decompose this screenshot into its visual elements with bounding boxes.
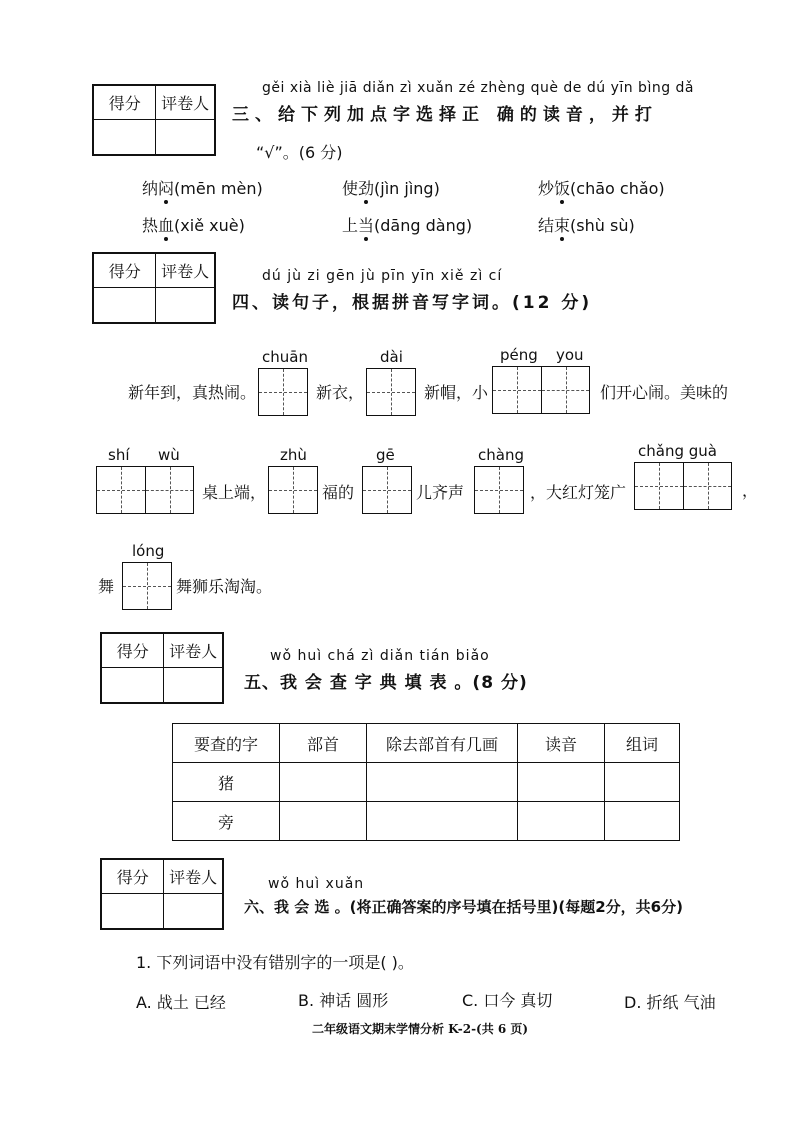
q6-option-c[interactable]: C. 口今 真切 — [462, 991, 553, 1010]
score-label: 得分 — [94, 254, 156, 288]
q4-pinyin-word: shí — [108, 446, 130, 464]
q4-pinyin: dú jù zi gēn jù pīn yīn xiě zì cí — [262, 268, 503, 284]
table-header: 要查的字 — [173, 724, 280, 763]
table-header: 部首 — [280, 724, 367, 763]
grader-cell[interactable] — [156, 288, 214, 322]
q4-pinyin-word: chàng — [478, 446, 524, 464]
q4-pinyin-word: chǎng guà — [638, 442, 717, 460]
q6-option-a[interactable]: A. 战土 已经 — [136, 993, 226, 1012]
score-cell[interactable] — [102, 894, 164, 928]
q4-pinyin-word: péng — [500, 346, 538, 364]
q3-item-3: 炒饭(chāo chǎo) — [538, 179, 665, 198]
q3-title: 三、给下列加点字选择正 确的读音，并打 — [232, 105, 658, 125]
q3-item-5: 上当(dāng dàng) — [342, 216, 473, 235]
q4-text: 儿齐声 — [416, 483, 465, 502]
dictionary-table — [172, 723, 680, 841]
table-header: 读音 — [518, 724, 605, 763]
grader-cell[interactable] — [156, 120, 214, 154]
table-row — [173, 763, 680, 802]
q4-text: 新衣， — [316, 383, 365, 402]
page-footer: 二年级语文期末学情分析 K-2-(共 6 页) — [312, 1022, 529, 1036]
answer-cell[interactable] — [605, 802, 680, 841]
writing-grid[interactable] — [474, 466, 524, 514]
writing-grid[interactable] — [268, 466, 318, 514]
writing-grid[interactable] — [366, 368, 416, 416]
table-header-row — [173, 724, 680, 763]
q4-text: 新年到，真热闹。 — [128, 383, 257, 402]
q6-option-b[interactable]: B. 神话 圆形 — [298, 991, 389, 1010]
score-label: 得分 — [94, 86, 156, 120]
q5-pinyin: wǒ huì chá zì diǎn tián biǎo — [270, 648, 490, 664]
q4-text: ， — [742, 481, 759, 500]
q4-pinyin-word: gē — [376, 446, 395, 464]
score-box-q4 — [92, 252, 216, 324]
grader-cell[interactable] — [164, 894, 222, 928]
table-header: 除去部首有几画 — [367, 724, 518, 763]
q4-text: 新帽，小 — [424, 383, 489, 402]
q3-title2: “√”。(6 分) — [256, 143, 343, 162]
writing-grid[interactable] — [362, 466, 412, 514]
q4-text: 桌上端， — [202, 483, 267, 502]
writing-grid[interactable] — [122, 562, 172, 610]
lookup-char: 猪 — [173, 763, 280, 802]
score-box-q6 — [100, 858, 224, 930]
table-row — [173, 802, 680, 841]
score-cell[interactable] — [94, 288, 156, 322]
writing-grid[interactable] — [96, 466, 194, 514]
writing-grid[interactable] — [258, 368, 308, 416]
q6-option-d[interactable]: D. 折纸 气油 — [624, 993, 716, 1012]
q4-pinyin-word: chuān — [262, 348, 308, 366]
q4-pinyin-word: you — [556, 346, 584, 364]
q4-pinyin-word: dài — [380, 348, 403, 366]
answer-cell[interactable] — [518, 763, 605, 802]
grader-label: 评卷人 — [156, 86, 214, 120]
score-cell[interactable] — [94, 120, 156, 154]
answer-cell[interactable] — [367, 763, 518, 802]
answer-cell[interactable] — [605, 763, 680, 802]
q4-text: ，大红灯笼广 — [530, 483, 627, 502]
writing-grid[interactable] — [634, 462, 732, 510]
score-cell[interactable] — [102, 668, 164, 702]
grader-label: 评卷人 — [156, 254, 214, 288]
answer-cell[interactable] — [280, 763, 367, 802]
writing-grid[interactable] — [492, 366, 590, 414]
grader-label: 评卷人 — [164, 634, 222, 668]
q4-pinyin-word: zhù — [280, 446, 307, 464]
q3-item-4: 热血(xiě xuè) — [142, 216, 245, 235]
table-header: 组词 — [605, 724, 680, 763]
score-box-q3 — [92, 84, 216, 156]
q4-title: 四、读句子，根据拼音写字词。(12 分) — [232, 293, 593, 313]
grader-label: 评卷人 — [164, 860, 222, 894]
q4-text: 舞狮乐淘淘。 — [176, 577, 273, 596]
q6-question-1: 1. 下列词语中没有错别字的一项是( )。 — [136, 953, 414, 972]
q4-pinyin-word: wù — [158, 446, 180, 464]
grader-cell[interactable] — [164, 668, 222, 702]
score-label: 得分 — [102, 634, 164, 668]
score-box-q5 — [100, 632, 224, 704]
q4-text: 舞 — [98, 577, 115, 596]
q4-pinyin-word: lóng — [132, 542, 165, 560]
q4-text: 福的 — [322, 483, 355, 502]
q5-title: 五、我 会 查 字 典 填 表 。(8 分) — [244, 673, 528, 693]
answer-cell[interactable] — [518, 802, 605, 841]
answer-cell[interactable] — [367, 802, 518, 841]
lookup-char: 旁 — [173, 802, 280, 841]
q3-item-1: 纳闷(mēn mèn) — [142, 179, 263, 198]
q4-text: 们开心闹。美味的 — [600, 383, 729, 402]
answer-cell[interactable] — [280, 802, 367, 841]
score-label: 得分 — [102, 860, 164, 894]
q3-pinyin: gěi xià liè jiā diǎn zì xuǎn zé zhèng què de dú yīn bìng dǎ — [262, 80, 695, 96]
q6-title: 六、我 会 选 。(将正确答案的序号填在括号里)(每题2分，共6分) — [244, 898, 683, 916]
q3-item-6: 结束(shù sù) — [538, 216, 635, 235]
q6-pinyin: wǒ huì xuǎn — [268, 876, 365, 892]
q3-item-2: 使劲(jìn jìng) — [342, 179, 440, 198]
